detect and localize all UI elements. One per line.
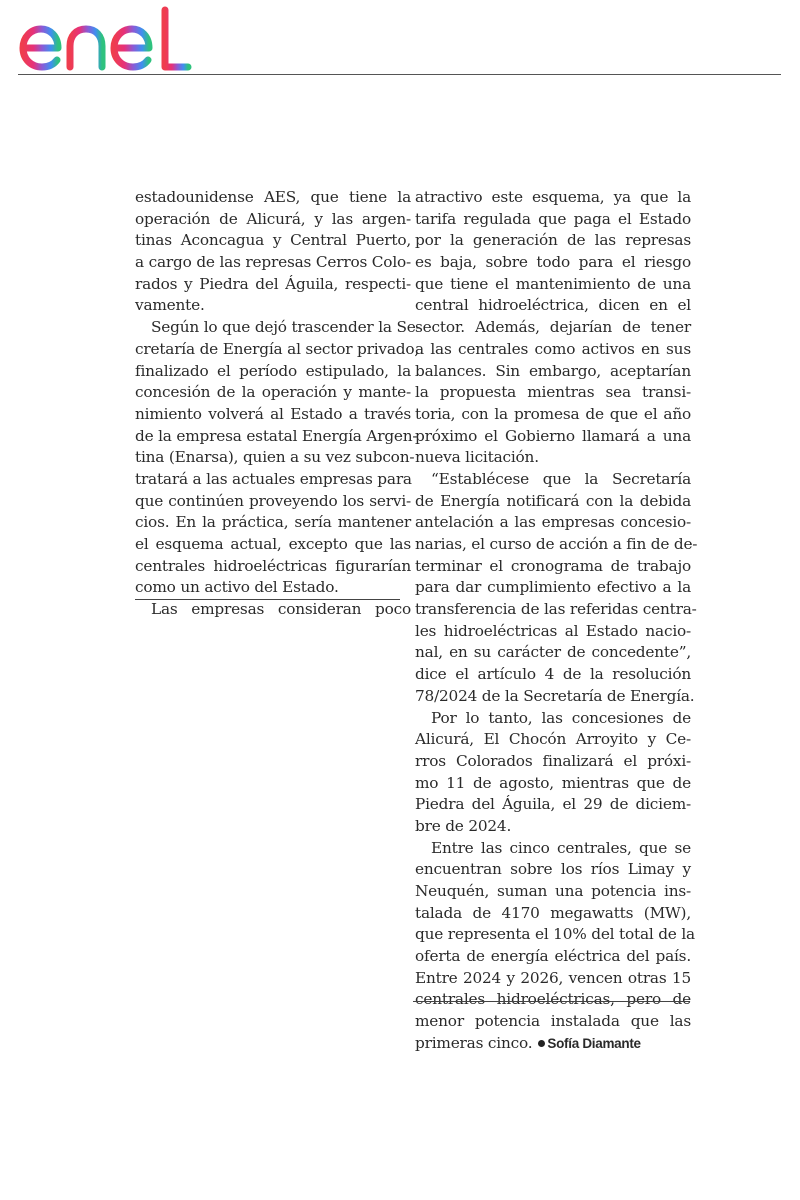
article-line: talada de 4170 megawatts (MW), <box>415 903 691 922</box>
article-line: Por lo tanto, las concesiones de <box>431 708 691 727</box>
article-line: centrales hidroeléctricas, pero de <box>415 990 691 1009</box>
article-line: Piedra del Águila, el 29 de diciem- <box>415 795 691 814</box>
article-line: de Energía notificará con la debida <box>415 491 691 510</box>
article-line: el esquema actual, excepto que las <box>135 535 411 553</box>
byline-bullet-icon <box>538 1040 545 1047</box>
article-line: que continúen proveyendo los servi- <box>135 491 411 510</box>
left-column-end-rule <box>135 599 400 600</box>
article-line: cretaría de Energía al sector privado, <box>135 339 420 358</box>
article-line: Según lo que dejó trascender la Se- <box>151 318 421 337</box>
article-line: encuentran sobre los ríos Limay y <box>415 860 691 879</box>
article-closing-text: primeras cinco. <box>415 1033 533 1052</box>
article-line: concesión de la operación y mante- <box>135 383 411 402</box>
article-line: para dar cumplimiento efectivo a la <box>415 578 691 597</box>
article-line: central hidroeléctrica, dicen en el <box>415 296 691 315</box>
article-line: bre de 2024. <box>415 816 512 835</box>
article-right-column <box>415 187 698 1055</box>
author-byline: Sofía Diamante <box>547 1035 641 1051</box>
article-line: transferencia de las referidas centra- <box>415 600 697 619</box>
article-line: mo 11 de agosto, mientras que de <box>415 773 691 792</box>
article-line: cios. En la práctica, sería mantener <box>135 513 411 532</box>
right-column-end-rule <box>413 1001 690 1002</box>
article-line: balances. Sin embargo, aceptarían <box>415 361 691 380</box>
article-line: a cargo de las represas Cerros Colo- <box>135 253 411 272</box>
article-line: “Establécese que la Secretaría <box>431 469 691 488</box>
article-line: próximo el Gobierno llamará a una <box>415 426 691 445</box>
article-line: atractivo este esquema, ya que la <box>415 188 691 206</box>
article-line: tarifa regulada que paga el Estado <box>415 209 691 228</box>
article-line: narias, el curso de acción a fin de de- <box>415 535 698 553</box>
article-line: nal, en su carácter de concedente”, <box>415 643 691 662</box>
enel-logo <box>18 6 193 72</box>
article-line: 78/2024 de la Secretaría de Energía. <box>415 686 695 705</box>
article-line: toria, con la promesa de que el año <box>415 404 691 423</box>
article-line: nueva licitación. <box>415 448 539 467</box>
article-line: como un activo del Estado. <box>135 578 339 597</box>
article-line: tina (Enarsa), quien a su vez subcon- <box>135 448 415 467</box>
article-line: antelación a las empresas concesio- <box>415 513 691 532</box>
article-line: rros Colorados finalizará el próxi- <box>415 751 691 770</box>
article-line: la propuesta mientras sea transi- <box>415 383 691 402</box>
article-line: Entre 2024 y 2026, vencen otras 15 <box>415 968 691 987</box>
article-line: oferta de energía eléctrica del país. <box>415 947 691 966</box>
article-line: estadounidense AES, que tiene la <box>135 188 411 206</box>
article-line: terminar el cronograma de trabajo <box>415 556 691 575</box>
article-line: Entre las cinco centrales, que se <box>431 838 691 857</box>
article-line: centrales hidroeléctricas figurarían <box>135 556 411 575</box>
article-line: por la generación de las represas <box>415 231 691 250</box>
article-line: nimiento volverá al Estado a través <box>135 404 411 423</box>
article-line: les hidroeléctricas al Estado nacio- <box>415 621 691 640</box>
article-left-column <box>135 187 421 621</box>
article-line: operación de Alicurá, y las argen- <box>135 209 411 228</box>
article-line: dice el artículo 4 de la resolución <box>415 665 691 684</box>
article-line: menor potencia instalada que las <box>415 1012 691 1031</box>
article-line: es baja, sobre todo para el riesgo <box>415 253 691 272</box>
article-line: de la empresa estatal Energía Argen- <box>135 426 418 445</box>
article-line: sector. Además, dejarían de tener <box>415 318 691 337</box>
article-line: tinas Aconcagua y Central Puerto, <box>135 231 411 250</box>
header-rule <box>18 74 781 75</box>
article-line: que tiene el mantenimiento de una <box>415 274 691 293</box>
article-line: que representa el 10% del total de la <box>415 925 695 944</box>
article-line: Alicurá, El Chocón Arroyito y Ce- <box>415 730 691 749</box>
article-line: rados y Piedra del Águila, respecti- <box>135 274 411 293</box>
article-line: a las centrales como activos en sus <box>415 339 691 358</box>
article-line: vamente. <box>135 296 205 315</box>
article-line: Las empresas consideran poco <box>151 600 411 619</box>
article-line: finalizado el período estipulado, la <box>135 361 411 380</box>
article-line: tratará a las actuales empresas para <box>135 469 412 488</box>
article-line: Neuquén, suman una potencia ins- <box>415 882 691 900</box>
article-closing-line <box>415 1033 691 1055</box>
